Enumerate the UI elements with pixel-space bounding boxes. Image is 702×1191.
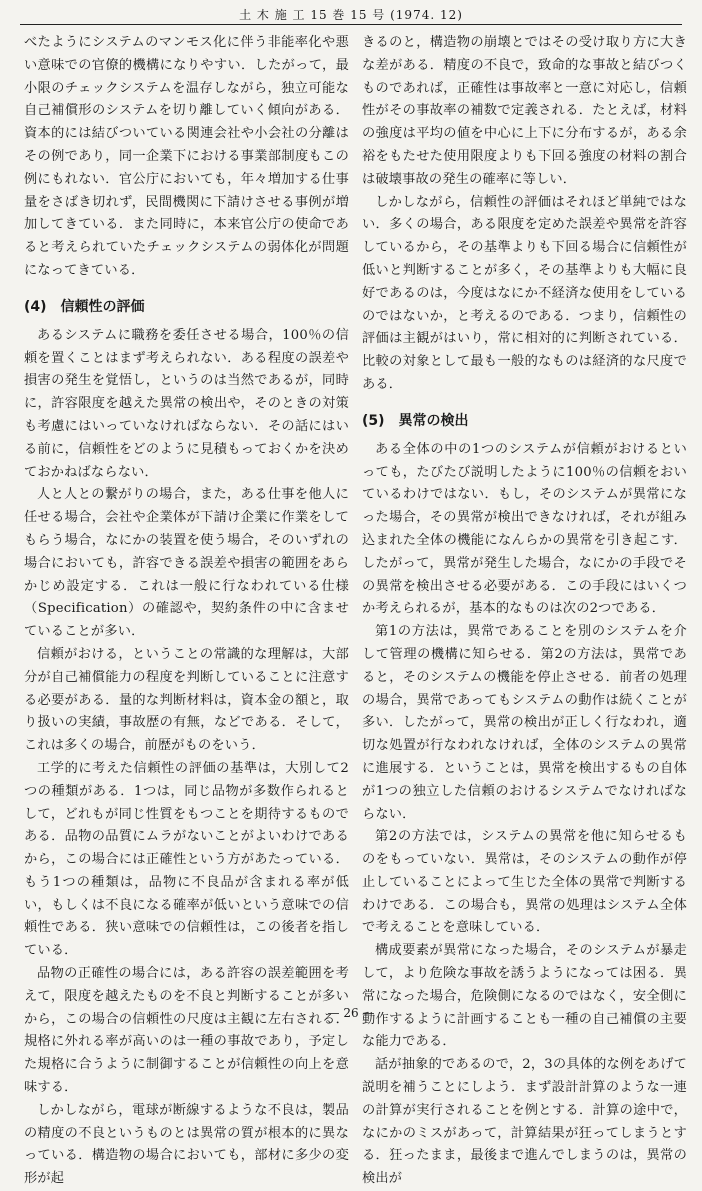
paragraph: きるのと，構造物の崩壊とではその受け取り方に大きな差がある．精度の不良で，致命的な事故と結びつくものであれば，正確性は事故率と一意に対応し，信頼性がその事故率の補数で定義される．たとえば，材料の強度は平均の値を中心に上下に分布するが，ある余裕をもたせた使用限度よりも下回る強度の材料の割合は破壊事故の発生の確率に等しい． <box>362 35 687 187</box>
left-column <box>24 32 349 1187</box>
paragraph: 第1の方法は，異常であることを別のシステムを介して管理の機構に知らせる．第2の方法は，異常であると，そのシステムの機能を停止させる．前者の処理の場合，異常であってもシステムの動作は続くことが多い．したがって，異常の検出が正しく行なわれ，適切な処置が行なわれなければ，全体のシステムの異常に進展する．ということは，異常を検出するもの自体が1つの独立した信頼のおけるシステムでなければならない． <box>362 624 687 822</box>
right-column <box>362 32 687 1187</box>
section-heading-4: (4) 信頼性の評価 <box>24 298 145 315</box>
paragraph: 話が抽象的であるので，2，3の具体的な例をあげて説明を補うことにしよう．まず設計計算のような一連の計算が実行されることを例とする．計算の途中で，なにかのミスがあって，計算結果が狂ってしまうとする．狂ったまま，最後まで進んでしまうのは，異常の検出が <box>362 1057 687 1187</box>
paragraph: ある全体の中の1つのシステムが信頼がおけるといっても，たびたび説明したように100％の信頼をおいているわけではない．もし，そのシステムが異常になった場合，その異常が検出できなければ，それが組み込まれた全体の機能になんらかの異常を引き起こす．したがって，異常が発生した場合，なにかの手段でその異常を検出させる必要がある．この手段にはいくつか考えられるが，基本的なものは次の2つである． <box>362 441 687 617</box>
paragraph: 品物の正確性の場合には，ある許容の誤差範囲を考えて，限度を越えたものを不良と判断することが多いから，この場合の信頼性の尺度は主観に左右される．規格に外れる率が高いのは一種の事故であり，予定した規格に合うように制御することが信頼性の向上を意味する． <box>24 966 349 1096</box>
header-rule <box>20 24 682 25</box>
paragraph: 人と人との繋がりの場合，また，ある仕事を他人に任せる場合，会社や企業体が下請け企業に作業をしてもらう場合，なにかの装置を使う場合，そのいずれの場合においても，許容できる誤差や損害の範囲をあらかじめ設定する．これは一般に行なわれている仕様（Specification）の確認や，契約条件の中に含ませていることが多い． <box>24 487 349 640</box>
paragraph: 第2の方法では，システムの異常を他に知らせるものをもっていない．異常は，そのシステムの動作が停止していることによって生じた全体の異常で判断するわけである．この場合も，異常の処理はシステム全体で考えることを意味している． <box>362 829 687 936</box>
page-number: — 26 — <box>327 1006 375 1020</box>
paragraph: あるシステムに職務を委任させる場合，100％の信頼を置くことはまず考えられない．ある程度の誤差や損害の発生を覚悟し，というのは当然であるが，同時に，許容限度を越えた異常の検出や，そのときの対策も考慮にはいっていなければならない．その話にはいる前に，信頼性をどのように見積もっておくかを決めておかねばならない． <box>24 327 349 480</box>
paragraph: 構成要素が異常になった場合，そのシステムが暴走して，より危険な事故を誘うようになっては困る．異常になった場合，危険側になるのではなく，安全側に動作するように計画することも一種の自己補償の主要な能力である． <box>362 943 687 1050</box>
paragraph: しかしながら，信頼性の評価はそれほど単純ではない．多くの場合，ある限度を定めた誤差や異常を許容しているから，その基準よりも下回る場合に信頼性が低いと判断することが多く，その基準よりも大幅に良好であるのは，今度はなにか不経済な使用をしているのではないか，と考えるのである．つまり，信頼性の評価は主観がはいり，常に相対的に判断されている．比較の対象として最も一般的なものは経済的な尺度である． <box>362 194 687 392</box>
paragraph: べたようにシステムのマンモス化に伴う非能率化や悪い意味での官僚的機構になりやすい．したがって，最小限のチェックシステムを温存しながら，独立可能な自己補償形のシステムを切り離していく傾向がある．資本的には結びついている関連会社や小会社の分離はその例であり，同一企業下における事業部制度もこの例にもれない．官公庁においても，年々増加する仕事量をさばき切れず，民間機関に下請けさせる事例が増加してきている．また同時に，本来官公庁の使命であると考えられていたチェックシステムの弱体化が問題になってきている． <box>24 35 349 278</box>
section-heading-5: (5) 異常の検出 <box>362 412 469 429</box>
running-header: 土 木 施 工 15 巻 15 号 (1974. 12) <box>239 8 463 22</box>
paragraph: 信頼がおける，ということの常識的な理解は，大部分が自己補償能力の程度を判断していることに注意する必要がある．量的な判断材料は，資本金の額と，取り扱いの実績，事故歴の有無，などである．そして，これは多くの場合，前歴がものをいう． <box>24 646 349 754</box>
paragraph: 工学的に考えた信頼性の評価の基準は，大別して2つの種類がある．1つは，同じ品物が多数作られるとして，どれもが同じ性質をもつことを期待するものである．品物の品質にムラがないことがよいわけであるから，この場合には正確性という方があたっている．もう1つの種類は，品物に不良品が含まれる率が低い，もしくは不良になる確率が低いという意味での信頼性である．狭い意味での信頼性は，この後者を指している． <box>24 760 349 959</box>
paragraph: しかしながら，電球が断線するような不良は，製品の精度の不良というものとは異常の質が根本的に異なっている．構造物の場合においても，部材に多少の変形が起 <box>24 1102 349 1187</box>
